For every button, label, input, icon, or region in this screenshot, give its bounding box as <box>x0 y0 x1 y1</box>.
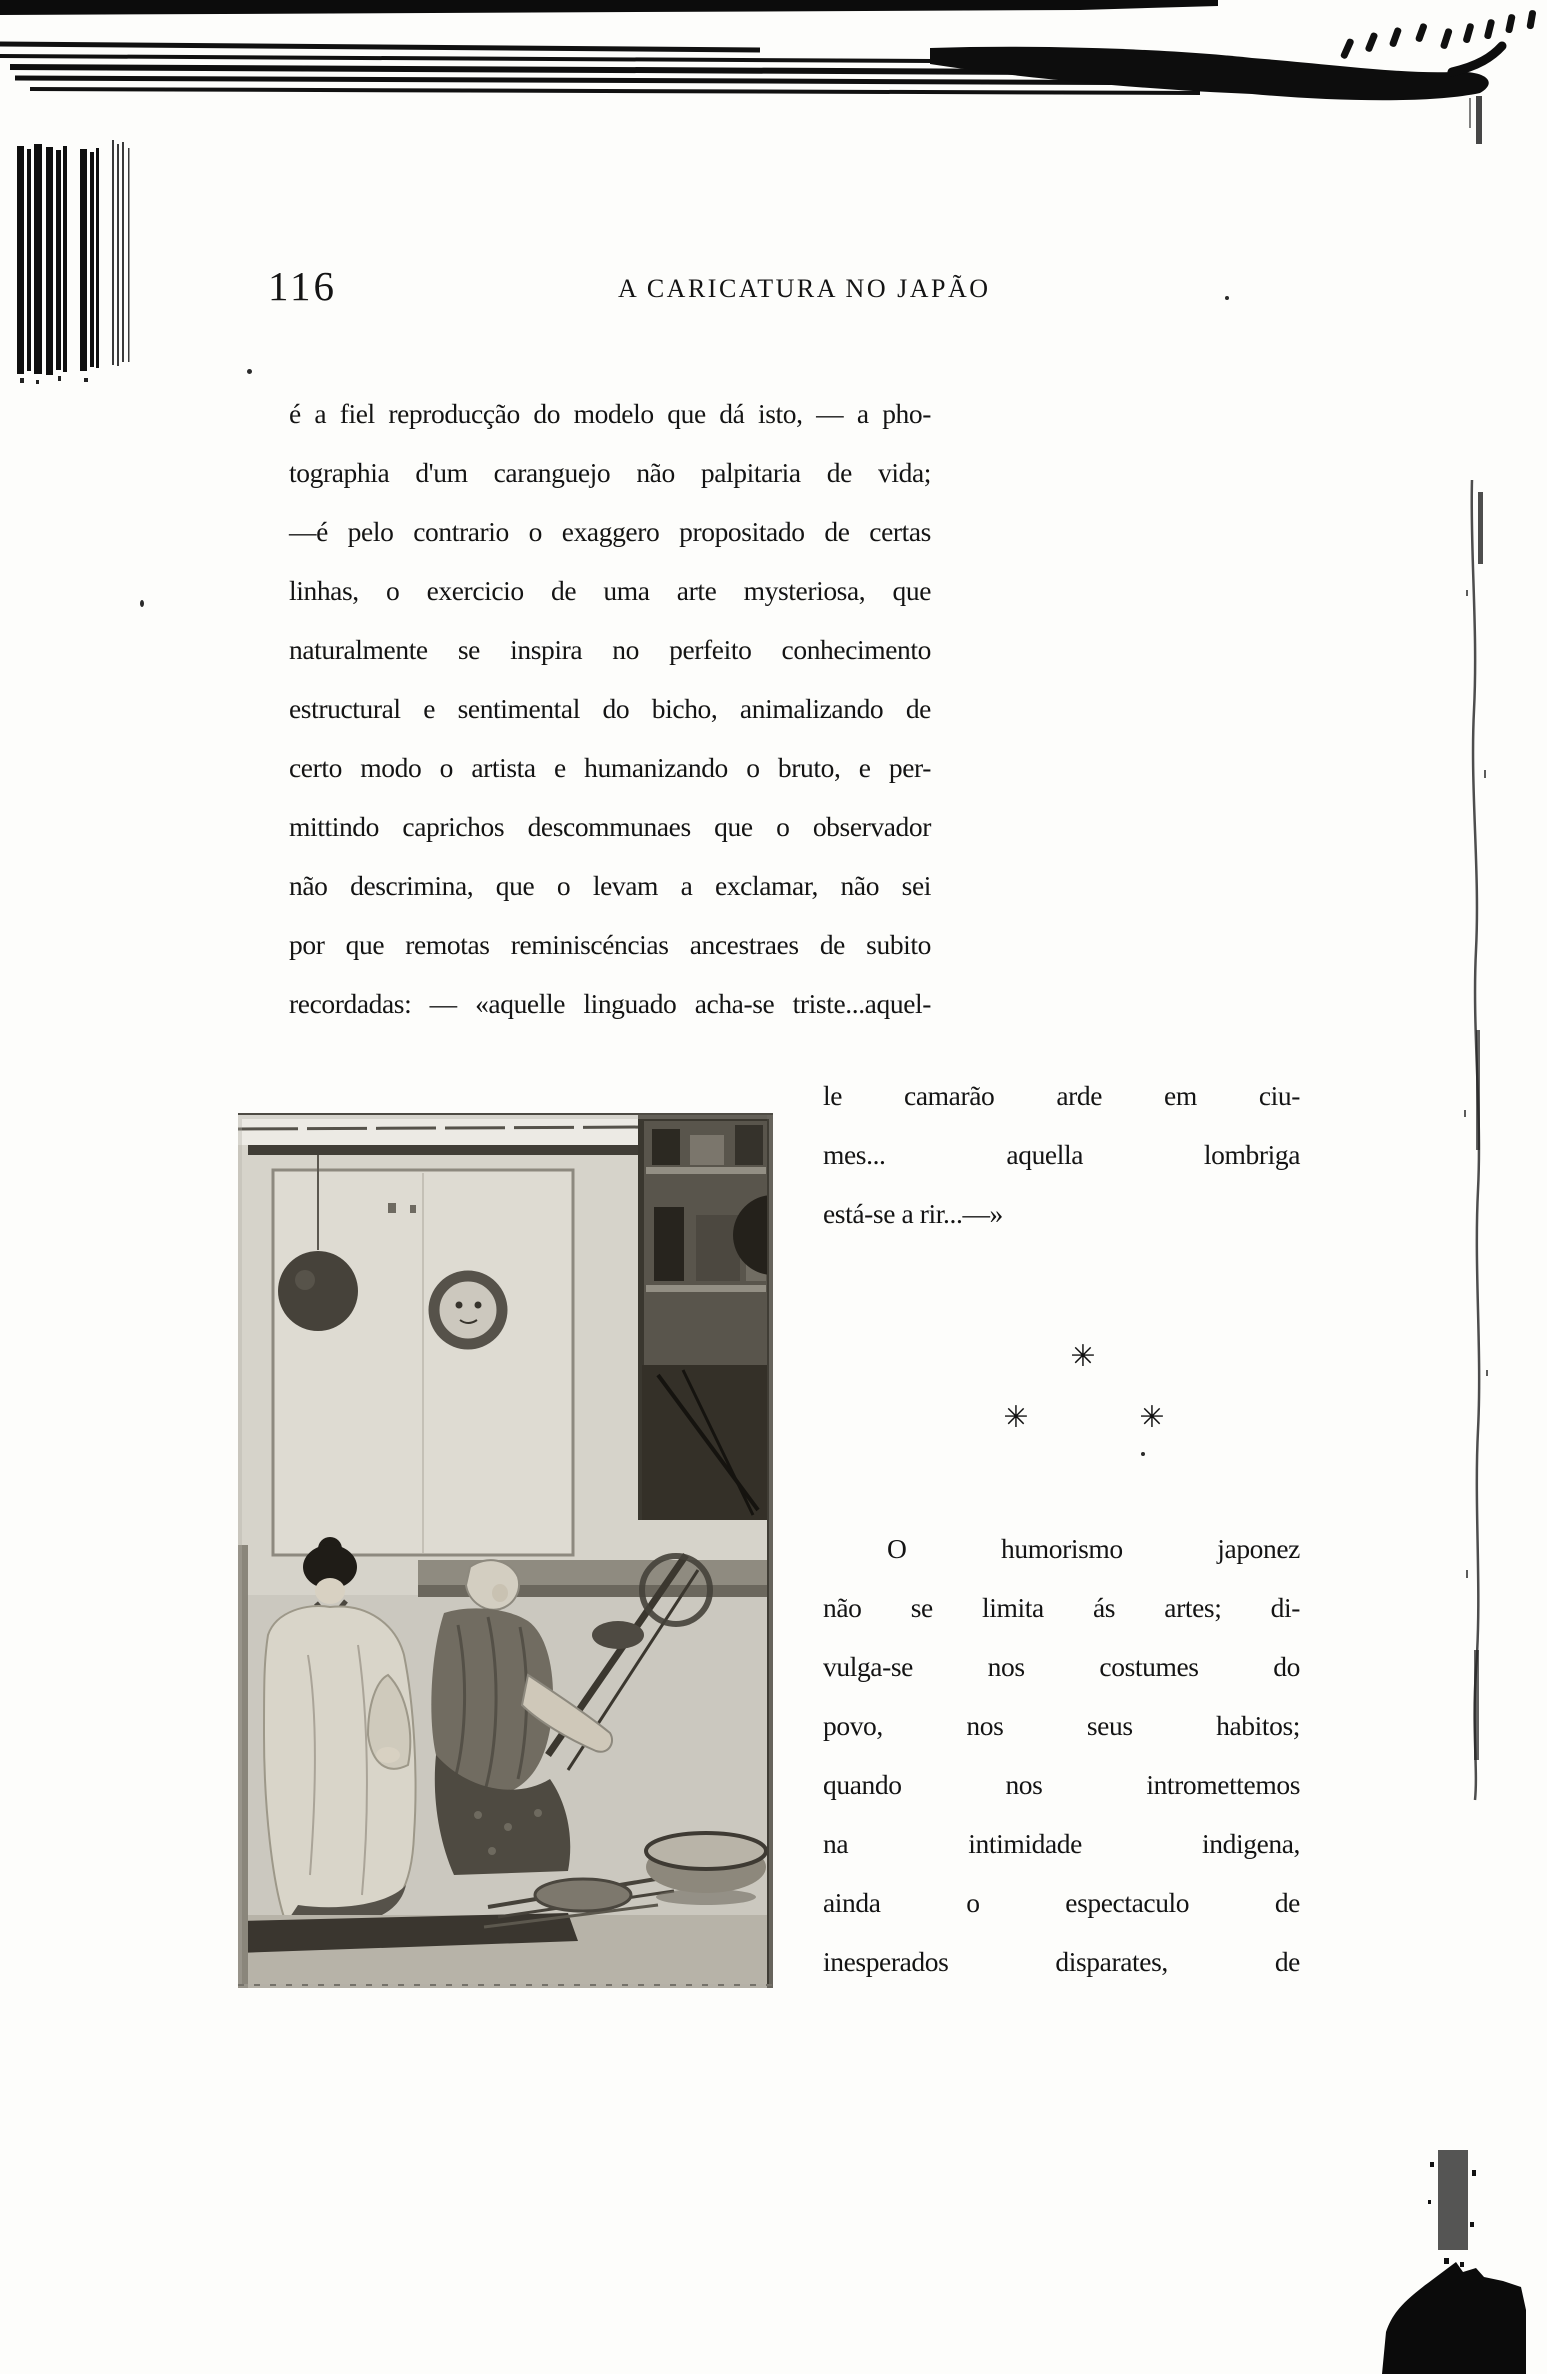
text-line: O humorismo japonez <box>887 1533 1300 1564</box>
wrap-column <box>823 1066 1300 1243</box>
text-line: certo modo o artista e humanizando o bruto, e per- <box>289 752 931 783</box>
dinkus-asterisk: ✳ <box>1139 1400 1165 1435</box>
dinkus-asterisk: ✳ <box>1003 1400 1029 1435</box>
page-edge-deckle-marks <box>1340 10 1537 60</box>
text-line: povo, nos seus habitos; <box>823 1710 1300 1741</box>
ink-speck <box>1141 1452 1145 1456</box>
text-line: é a fiel reproducção do modelo que dá isto, — a pho- <box>289 398 931 429</box>
text-line: na intimidade indigena, <box>823 1828 1300 1859</box>
top-scan-artifact <box>0 0 1547 170</box>
large-bowl <box>646 1833 766 1905</box>
left-binding-stripes <box>0 140 150 400</box>
ink-speck <box>140 600 144 607</box>
book-photograph <box>238 1113 773 1988</box>
text-line: linhas, o exercicio de uma arte mysteriosa, que <box>289 575 931 606</box>
wall-wreath <box>434 1276 502 1344</box>
running-title: A CARICATURA NO JAPÃO <box>618 274 991 303</box>
corner-scan-blob <box>1370 2250 1547 2374</box>
paragraph-2 <box>823 1519 1300 1991</box>
text-line: naturalmente se inspira no perfeito conhecimento <box>289 634 931 665</box>
text-line: por que remotas reminiscéncias ancestraes de subito <box>289 929 931 960</box>
text-line: está-se a rir...—» <box>823 1198 1003 1229</box>
text-line: tographia d'um caranguejo não palpitaria de vida; <box>289 457 931 488</box>
text-line: inesperados disparates, de <box>823 1946 1300 1977</box>
text-line: não descrimina, que o levam a exclamar, não sei <box>289 870 931 901</box>
text-line: recordadas: — «aquelle linguado acha-se triste...aquel- <box>289 988 931 1019</box>
text-line: le camarão arde em ciu- <box>823 1080 1300 1111</box>
text-line: quando nos intromettemos <box>823 1769 1300 1800</box>
photo-illustration <box>238 1115 773 1988</box>
page-number: 116 <box>268 263 337 309</box>
dinkus-asterisk: ✳ <box>1070 1339 1096 1374</box>
ink-speck <box>247 369 252 374</box>
text-line: mittindo caprichos descommunaes que o observador <box>289 811 931 842</box>
ink-speck <box>1225 296 1229 300</box>
shelf-unit <box>638 1115 773 1520</box>
text-line: —é pelo contrario o exaggero propositado de certas <box>289 516 931 547</box>
right-page-edge-line <box>1420 470 1547 2270</box>
text-line: estructural e sentimental do bicho, animalizando de <box>289 693 931 724</box>
paragraph-1 <box>289 384 931 1033</box>
text-line: mes... aquella lombriga <box>823 1139 1300 1170</box>
text-line: ainda o espectaculo de <box>823 1887 1300 1918</box>
text-line: vulga-se nos costumes do <box>823 1651 1300 1682</box>
text-line: não se limita ás artes; di- <box>823 1592 1300 1623</box>
